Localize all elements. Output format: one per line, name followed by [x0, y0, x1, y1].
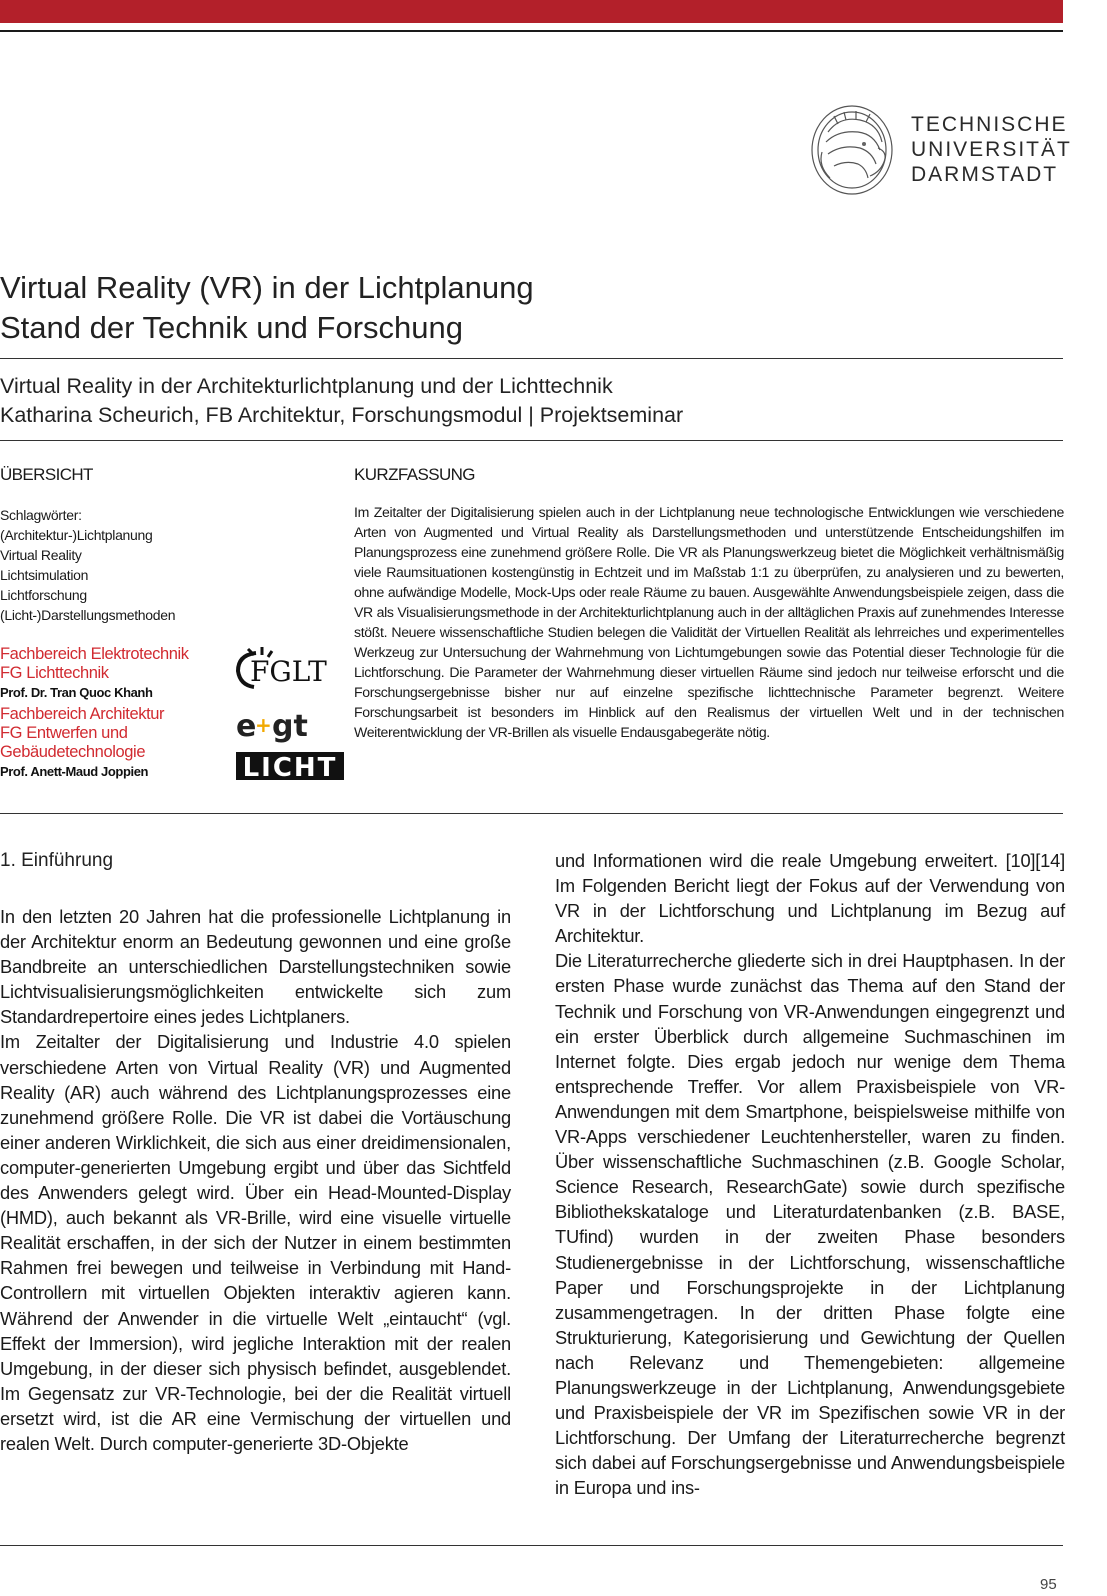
- header-rule: [0, 30, 1063, 32]
- keyword-item: Lichtsimulation: [0, 567, 89, 583]
- egt-logo-plus: +: [255, 713, 272, 737]
- licht-logo: [236, 752, 344, 780]
- university-name-line-1: TECHNISCHE: [911, 113, 1068, 136]
- body-paragraph: Im Zeitalter der Digitalisierung und Industrie 4.0 spielen verschiedene Arten von Virtual Reality (VR) und Augmented Reality (AR) auch während des Lichtplanungsprozesses eine zunehmend größere Rolle. Die VR ist dabei die Vortäuschung einer anderen Wirklichkeit, die sich aus einer dreidimensionalen, computer-generierten Umgebung ergibt und über das Sichtfeld des Anwenders gelegt wird. Über ein Head-Mounted-Display (HMD), auch bekannt als VR-Brille, wird eine visuelle virtuelle Realität erschaffen, in der sich der Nutzer in einem bestimmten Rahmen frei bewegen und teilweise in Verbindung mit Hand-Controllern mit virtuellen Objekten interaktiv agieren kann. Während der Anwender in die virtuelle Welt „eintaucht“ (vgl. Effekt der Immersion), wird jegliche Interaktion mit der realen Umgebung, in der dieser sich physisch befindet, ausgeblendet. Im Gegensatz zur VR-Technologie, bei der die Realität virtuell ersetzt wird, ist die AR eine Vermischung der virtuellen und realen Welt. Durch computer-generierte 3D-Objekte: [0, 1031, 511, 1454]
- department-1-line-2: FG Lichttechnik: [0, 664, 109, 682]
- university-logo: [808, 102, 1072, 198]
- section-1-heading: 1. Einführung: [0, 850, 114, 871]
- egt-logo-gt: gt: [272, 709, 308, 744]
- title-line-1: Virtual Reality (VR) in der Lichtplanung: [0, 270, 534, 305]
- paper-title: [0, 268, 534, 348]
- body-column-left: [0, 904, 511, 1456]
- egt-logo: [236, 708, 326, 744]
- body-column-right: [555, 848, 1065, 1500]
- keywords-list: [0, 505, 225, 625]
- keyword-item: (Licht-)Darstellungsmethoden: [0, 607, 176, 623]
- header-red-bar: [0, 0, 1063, 23]
- fglt-logo-text: FGLT: [250, 655, 327, 688]
- paper-subtitle: [0, 372, 683, 430]
- egt-logo-e: e: [236, 709, 257, 744]
- title-line-2: Stand der Technik und Forschung: [0, 310, 464, 345]
- body-paragraph: Die Literaturrecherche gliederte sich in drei Hauptphasen. In der ersten Phase wurde zunächst das Thema auf den Stand der Technik und Forschung von VR-Anwendungen eingegrenzt und ein erster Überblick durch allgemeine Suchmaschinen im Internet folgte. Dies ergab jedoch nur wenige dem Thema entsprechende Treffer. Vor allem Praxisbeispiele von VR-Anwendungen mit dem Smartphone, beispielsweise mithilfe von VR-Apps verschiedener Leuchtenhersteller, waren zu finden. Über wissenschaftliche Suchmaschinen (z.B. Google Scholar, Science Research, ResearchGate) sowie durch spezifische Bibliothekskataloge und Literaturdatenbanken (z.B. BASE, TUfind) wurden in der zweiten Phase besonders Studienergebnisse in der Lichtforschung, wissenschaftliche Paper und Forschungsprojekte in der Lichtplanung zusammengetragen. In der dritten Phase folgte eine Strukturierung, Kategorisierung und Gewichtung der Quellen nach Relevanz und Themengebieten: allgemeine Planungswerkzeuge in der Lichtplanung, Anwendungsgebiete und Praxisbeispiele der VR im Spezifischen sowie VR in der Lichtforschung. Der Umfang der Literaturrecherche begrenzt sich dabei auf Forschungsergebnisse und Anwendungsbeispiele in Europa und ins-: [555, 950, 1065, 1499]
- keywords-label: Schlagwörter:: [0, 507, 82, 523]
- abstract-divider: [0, 813, 1063, 814]
- department-2-line-2: FG Entwerfen und: [0, 724, 128, 742]
- keyword-item: Lichtforschung: [0, 587, 87, 603]
- keyword-item: (Architektur-)Lichtplanung: [0, 527, 153, 543]
- department-2-line-1: Fachbereich Architektur: [0, 705, 165, 723]
- university-name-line-3: DARMSTADT: [911, 163, 1059, 186]
- subtitle-divider: [0, 440, 1063, 441]
- body-paragraph: und Informationen wird die reale Umgebung erweitert. [10][14] Im Folgenden Bericht liegt der Fokus auf der Verwendung von VR in der Lichtforschung und Lichtplanung im Bezug auf Architektur.: [555, 850, 1065, 947]
- licht-logo-text: LICHT: [242, 753, 338, 780]
- subtitle-line-1: Virtual Reality in der Architekturlichtplanung und der Lichttechnik: [0, 374, 613, 398]
- department-2-professor: Prof. Anett-Maud Joppien: [0, 764, 149, 779]
- summary-heading: KURZFASSUNG: [354, 465, 475, 484]
- keyword-item: Virtual Reality: [0, 547, 82, 563]
- department-1-line-1: Fachbereich Elektrotechnik: [0, 645, 189, 663]
- subtitle-line-2: Katharina Scheurich, FB Architektur, Forschungsmodul | Projektseminar: [0, 403, 684, 427]
- overview-heading: ÜBERSICHT: [0, 465, 93, 484]
- fglt-logo: [232, 645, 344, 691]
- body-paragraph: In den letzten 20 Jahren hat die professionelle Lichtplanung in der Architektur enorm an Bedeutung gewonnen und eine große Bandbreite an unterschiedlichen Darstellungstechniken sowie Lichtvisualisierungsmöglichkeiten entwickelte sich zum Standardrepertoire eines jedes Lichtplaners.: [0, 906, 511, 1028]
- department-2-line-3: Gebäudetechnologie: [0, 743, 146, 761]
- page-number: 95: [1040, 1576, 1057, 1593]
- departments-block: [0, 645, 230, 781]
- tu-darmstadt-athene-seal-icon: [808, 102, 900, 198]
- summary-text: Im Zeitalter der Digitalisierung spielen auch in der Lichtplanung neue technologische Entwicklungen wie verschiedene Arten von Augmented und Virtual Reality als Darstellungsmethoden und unterstützende Entscheidungshilfen im Planungsprozess eine zunehmend größere Rolle. Die VR als Planungswerkzeug bietet die Möglichkeit verhältnismäßig viele Raumsituationen kostengünstig in Echtzeit und im Maßstab 1:1 zu überprüfen, zu analysieren und zu bewerten, ohne aufwändige Modelle, Mock-Ups oder reale Räume zu bauen. Ausgewählte Anwendungsbeispiele zeigen, dass die VR als Visualisierungsmethode in der Architekturlichtplanung auch in der alltäglichen Praxis auf zunehmendes Interesse stößt. Neuere wissenschaftliche Studien belegen die Validität der Virtuellen Realität als lehrreiches und experimentelles Werkzeug zur Untersuchung der Wahrnehmung von Lichtumgebungen sowie das Potential dieser Technologie für die Lichtforschung. Die Parameter der Wahrnehmung dieser virtuellen Räume sind jedoch nur teilweise erforscht und die Forschungsergebnisse bisher nur auf einzelne spezifische lichttechnische Parameter begrenzt. Weitere Forschungsarbeit ist besonders im Hinblick auf den Realismus der virtuellen Welt und in der technischen Weiterentwicklung der VR-Brillen als visuelle Endausgabegeräte nötig.: [354, 504, 1064, 740]
- footer-divider: [0, 1545, 1063, 1546]
- department-1-professor: Prof. Dr. Tran Quoc Khanh: [0, 685, 153, 700]
- university-name-line-2: UNIVERSITÄT: [911, 138, 1072, 161]
- title-divider: [0, 358, 1063, 359]
